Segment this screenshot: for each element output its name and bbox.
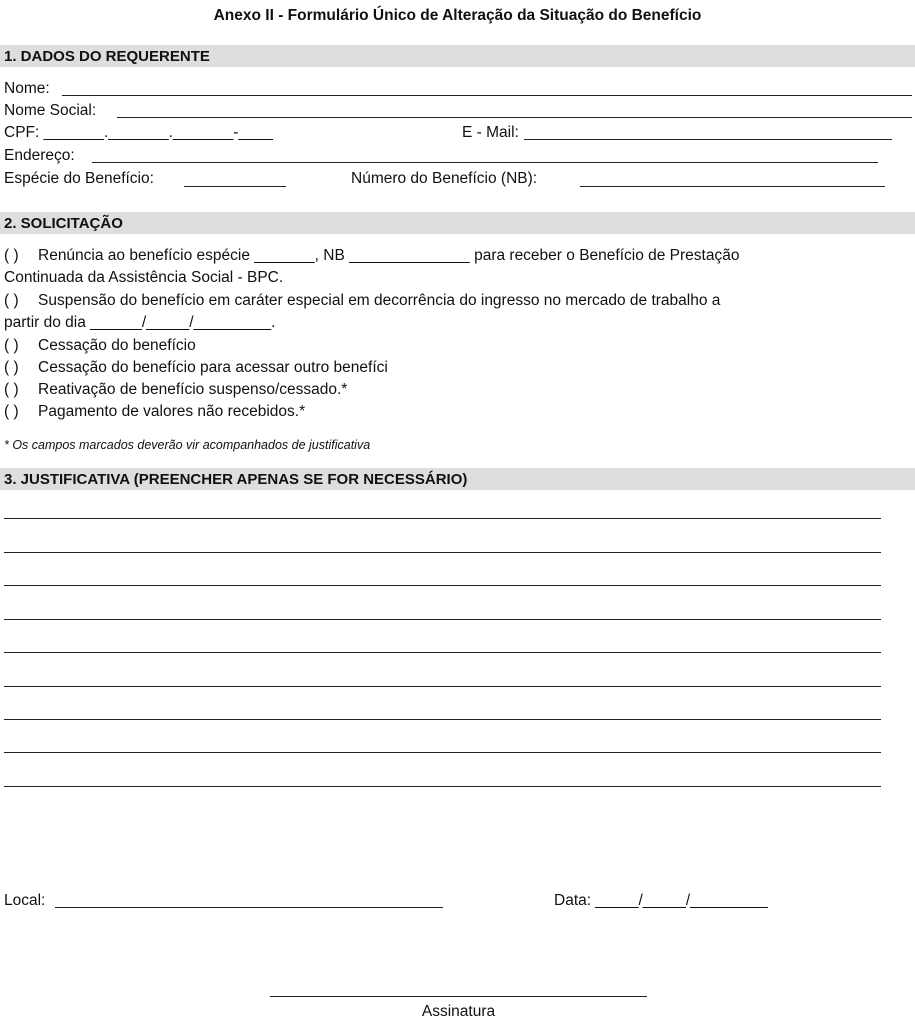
section-header-justificativa bbox=[0, 468, 915, 490]
justification-line[interactable] bbox=[4, 719, 881, 720]
checkbox[interactable]: ( ) bbox=[4, 359, 19, 376]
checkbox[interactable]: ( ) bbox=[4, 247, 19, 264]
form-title: Anexo II - Formulário Único de Alteração da Situação do Benefício bbox=[213, 7, 702, 24]
justification-line[interactable] bbox=[4, 619, 881, 620]
email-field[interactable] bbox=[524, 139, 892, 140]
numero-beneficio-label: Número do Benefício (NB): bbox=[351, 170, 538, 187]
option-label: Suspensão do benefício em caráter especial em decorrência do ingresso no mercado de trabalho a bbox=[38, 292, 721, 309]
checkbox[interactable]: ( ) bbox=[4, 381, 19, 398]
local-field[interactable] bbox=[55, 907, 443, 908]
option-renuncia-cont: Continuada da Assistência Social - BPC. bbox=[4, 269, 284, 286]
checkbox[interactable]: ( ) bbox=[4, 292, 19, 309]
endereco-label: Endereço: bbox=[4, 147, 75, 164]
signature-line[interactable] bbox=[270, 996, 647, 997]
option-label: Renúncia ao benefício espécie _______, NB ______________ para receber o Benefício de Prestação bbox=[38, 247, 740, 264]
checkbox[interactable]: ( ) bbox=[4, 337, 19, 354]
nome-social-field[interactable] bbox=[117, 117, 912, 118]
option-suspensao[interactable] bbox=[4, 292, 720, 310]
nome-social-label: Nome Social: bbox=[4, 102, 97, 119]
nome-label: Nome: bbox=[4, 80, 50, 97]
email-label: E - Mail: bbox=[462, 124, 519, 141]
section-heading: 3. JUSTIFICATIVA (PREENCHER APENAS SE FOR NECESSÁRIO) bbox=[4, 471, 468, 488]
section-heading: 1. DADOS DO REQUERENTE bbox=[4, 48, 210, 65]
justification-line[interactable] bbox=[4, 686, 881, 687]
justification-line[interactable] bbox=[4, 786, 881, 787]
especie-label: Espécie do Benefício: bbox=[4, 170, 154, 187]
option-cessacao-outro[interactable] bbox=[4, 359, 388, 377]
option-renuncia[interactable] bbox=[4, 247, 739, 265]
cpf-field[interactable]: CPF: _______._______._______-____ bbox=[4, 124, 273, 141]
option-label: Cessação do benefício para acessar outro benefíci bbox=[38, 359, 388, 376]
signature-label: Assinatura bbox=[421, 1003, 496, 1020]
justification-line[interactable] bbox=[4, 585, 881, 586]
option-reativacao[interactable] bbox=[4, 381, 347, 399]
checkbox[interactable]: ( ) bbox=[4, 403, 19, 420]
option-label: Cessação do benefício bbox=[38, 337, 196, 354]
justification-note: * Os campos marcados deverão vir acompanhados de justificativa bbox=[4, 438, 371, 452]
numero-beneficio-field[interactable] bbox=[580, 186, 885, 187]
justification-line[interactable] bbox=[4, 552, 881, 553]
section-header-requerente bbox=[0, 45, 915, 67]
justification-line[interactable] bbox=[4, 752, 881, 753]
option-label: Pagamento de valores não recebidos.* bbox=[38, 403, 306, 420]
justification-line[interactable] bbox=[4, 652, 881, 653]
section-heading: 2. SOLICITAÇÃO bbox=[4, 215, 123, 232]
local-label: Local: bbox=[4, 892, 46, 909]
option-suspensao-cont: partir do dia ______/_____/_________. bbox=[4, 314, 276, 331]
endereco-field[interactable] bbox=[92, 162, 878, 163]
option-pagamento[interactable] bbox=[4, 403, 305, 421]
especie-field[interactable] bbox=[184, 186, 286, 187]
option-cessacao[interactable] bbox=[4, 337, 196, 355]
section-header-solicitacao bbox=[0, 212, 915, 234]
option-label: Reativação de benefício suspenso/cessado.* bbox=[38, 381, 348, 398]
nome-field[interactable] bbox=[62, 95, 912, 96]
data-field[interactable]: Data: _____/_____/_________ bbox=[554, 892, 768, 909]
justification-line[interactable] bbox=[4, 518, 881, 519]
